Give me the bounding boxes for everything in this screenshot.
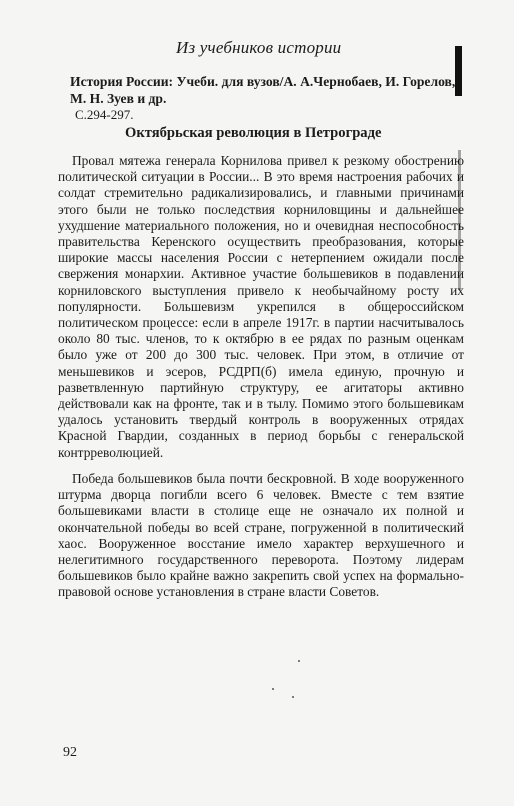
section-title: Из учебников истории	[176, 38, 342, 57]
scan-edge-mark	[455, 46, 462, 96]
page-number: 92	[63, 745, 77, 760]
article-title: Октябрьская революция в Петрограде	[125, 125, 382, 141]
paragraph-1: Провал мятежа генерала Корнилова привел к резкому обострению политической ситуации в России... В это время настроения рабочих и солдат стремительно радикализировались, и главными причинами этого были не только последствия корниловщины и дальнейшее ухудшение материального положения, но и очевидная неспособность правительства Керенского осуществить преобразования, которые широкие массы населения России с нетерпением ожидали после свержения монархии. Активное участие большевиков в подавлении корниловского выступления привело к необычайному росту их популярности. Большевизм укрепился в общероссийском политическом процессе: если в апреле 1917г. в партии насчитывалось около 80 тыс. членов, то к октябрю в ее рядах по разным оценкам было уже от 200 до 300 тыс. человек. При этом, в отличие от меньшевиков и эсеров, РСДРП(б) имела единую, прочную и разветвленную партийную структуру, ее агитаторы активно действовали как на фронте, так и в тылу. Помимо этого большевикам удалось установить твердый контроль в вооруженных отрядах Красной Гвардии, созданных в период борьбы с генеральской контрреволюцией.	[58, 153, 464, 460]
scan-speck	[292, 696, 294, 698]
paragraph-2: Победа большевиков была почти бескровной. В ходе вооруженного штурма дворца погибли всего 6 человек. Вместе с тем взятие большевиками власти в столице еще не означало их полной и окончательной победы во всей стране, погруженной в политический хаос. Вооруженное восстание имело характер верхушечного и нелегитимного государственного переворота. Поэтому лидерам большевиков было крайне важно закрепить свой успех на формально-правовой основе установления в стране власти Советов.	[58, 471, 464, 600]
source-pages: С.294-297.	[75, 107, 134, 122]
scan-speck	[272, 688, 274, 690]
scan-speck	[298, 660, 300, 662]
scan-edge-mark	[458, 150, 461, 290]
source-citation: История России: Учеби. для вузов/А. А.Чернобаев, И. Горелов, М. Н. Зуев и др.	[70, 74, 456, 106]
